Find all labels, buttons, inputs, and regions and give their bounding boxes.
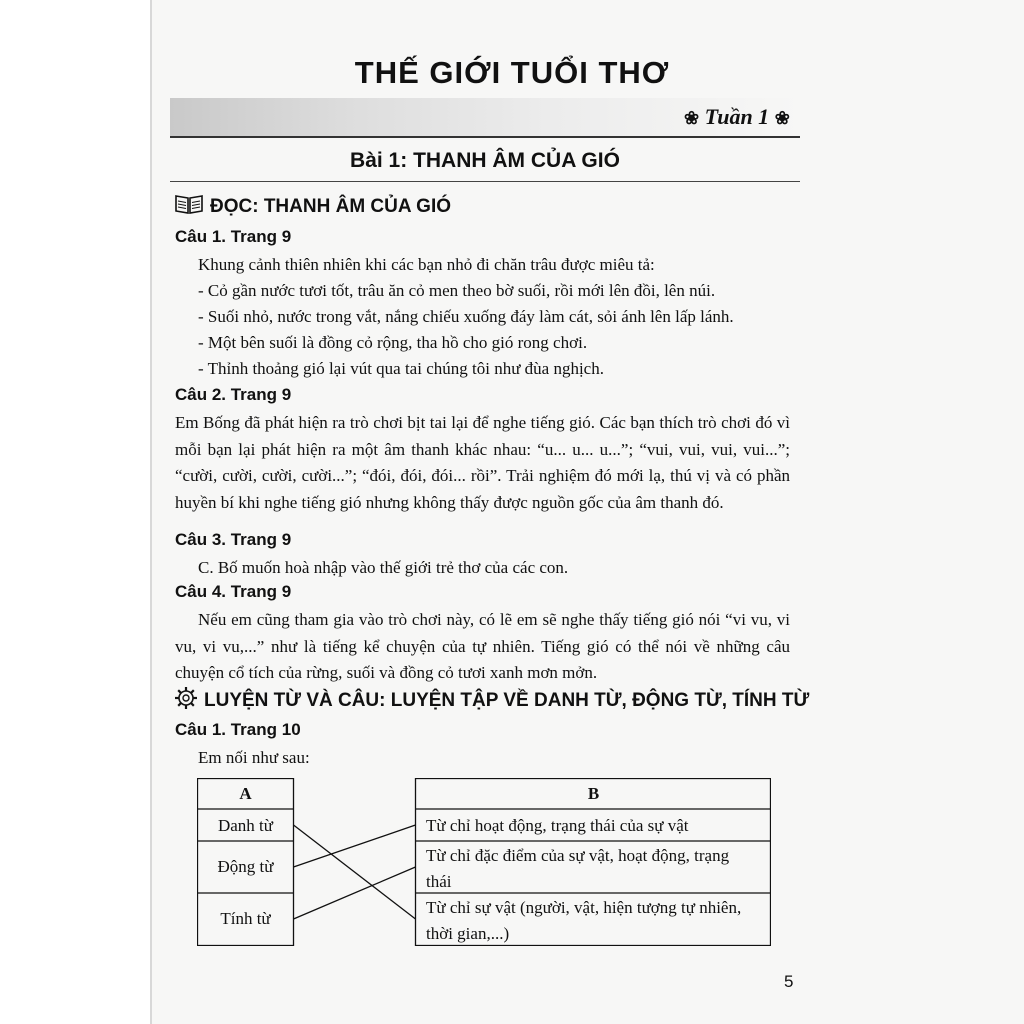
book-icon — [174, 193, 204, 221]
column-header-a: A — [239, 784, 252, 803]
section-title: ĐỌC: THANH ÂM CỦA GIÓ — [210, 196, 451, 217]
table-cell-b: Từ chỉ hoạt động, trạng thái của sự vật — [426, 816, 689, 835]
divider — [170, 181, 800, 182]
section-title: LUYỆN TỪ VÀ CÂU: LUYỆN TẬP VỀ DANH TỪ, ĐỘNG TỪ, TÍNH TỪ — [204, 690, 810, 711]
question-label: Câu 1. Trang 9 — [175, 227, 292, 246]
table-cell-b: Từ chỉ đặc điểm của sự vật, hoạt động, trạng thái — [426, 846, 730, 891]
section-vocab-heading — [174, 686, 809, 716]
answer-text: C. Bố muốn hoà nhập vào thế giới trẻ thơ của các con. — [198, 558, 569, 577]
week-text: Tuần 1 — [704, 104, 770, 129]
question-label: Câu 1. Trang 10 — [175, 720, 301, 739]
table-cell-b: Từ chỉ sự vật (người, vật, hiện tượng tự nhiên, thời gian,...) — [426, 898, 742, 943]
list-item: - Suối nhỏ, nước trong vắt, nắng chiếu xuống đáy làm cát, sỏi ánh lên lấp lánh. — [198, 307, 734, 326]
page-title: THẾ GIỚI TUỔI THƠ — [354, 55, 670, 90]
gear-icon — [174, 686, 198, 716]
flower-icon: ❀ — [774, 108, 790, 128]
question-label: Câu 3. Trang 9 — [175, 530, 292, 549]
question-label: Câu 4. Trang 9 — [175, 582, 292, 601]
question-text: Em nối như sau: — [198, 748, 310, 767]
flower-icon: ❀ — [684, 108, 700, 128]
column-header-b: B — [587, 784, 600, 803]
table-cell-a: Danh từ — [217, 816, 273, 835]
matching-exercise — [197, 778, 771, 946]
page-number: 5 — [784, 972, 794, 991]
list-item: - Cỏ gần nước tươi tốt, trâu ăn cỏ men theo bờ suối, rồi mới lên đồi, lên núi. — [198, 281, 716, 300]
list-item: - Một bên suối là đồng cỏ rộng, tha hồ cho gió rong chơi. — [198, 333, 588, 352]
divider — [170, 136, 800, 138]
answer-paragraph: Em Bống đã phát hiện ra trò chơi bịt tai lại để nghe tiếng gió. Các bạn thích trò chơi đó vì mỗi bạn lại phát hiện ra một âm thanh khác nhau: “u... u... u...”; “vui, vui, vui, vui...”; “cười, cười, cười, cười...”; “đói, đói, đói... rồi”. Trải nghiệm đó mới lạ, thú vị và có phần huyền bí khi nghe tiếng gió nhưng không thấy được nguồn gốc của âm thanh đó. — [175, 413, 790, 512]
week-label — [684, 104, 790, 130]
lesson-title: Bài 1: THANH ÂM CỦA GIÓ — [350, 149, 620, 172]
section-reading-heading — [174, 193, 451, 221]
table-cell-a: Động từ — [217, 857, 274, 876]
answer-paragraph: Nếu em cũng tham gia vào trò chơi này, có lẽ em sẽ nghe thấy tiếng gió nói “vi vu, vi vu, vi vu,...” như là tiếng kể chuyện của tự nhiên. Tiếng gió có thể nói về những câu chuyện cổ tích của rừng, suối và đồng cỏ tươi xanh mơn mởn. — [175, 610, 790, 682]
question-text: Khung cảnh thiên nhiên khi các bạn nhỏ đi chăn trâu được miêu tả: — [198, 255, 655, 274]
table-cell-a: Tính từ — [220, 909, 271, 928]
question-label: Câu 2. Trang 9 — [175, 385, 292, 404]
list-item: - Thỉnh thoảng gió lại vút qua tai chúng tôi như đùa nghịch. — [198, 359, 604, 378]
